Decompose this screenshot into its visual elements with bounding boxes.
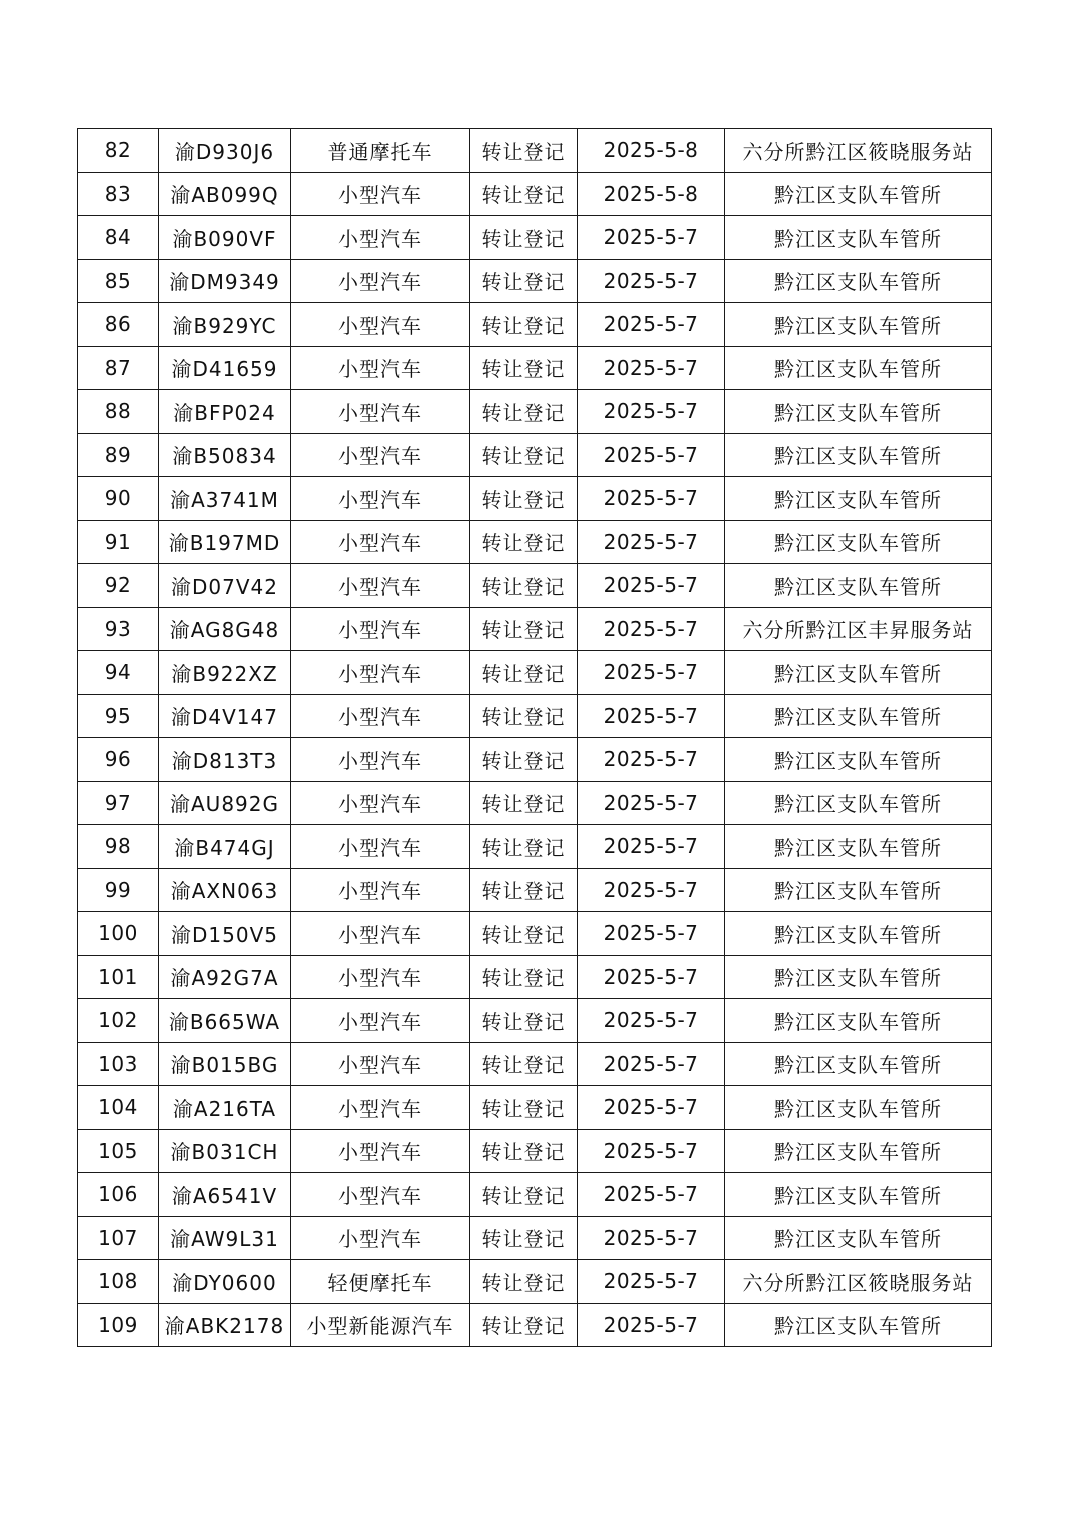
table-row xyxy=(78,433,992,477)
office-cell: 黔江区支队车管所 xyxy=(725,999,992,1043)
business-type-cell: 转让登记 xyxy=(470,999,578,1043)
row-number-cell: 103 xyxy=(78,1042,159,1086)
row-number-cell: 105 xyxy=(78,1129,159,1173)
business-type-cell: 转让登记 xyxy=(470,955,578,999)
plate-number-cell: 渝B922XZ xyxy=(159,651,291,695)
date-cell: 2025-5-7 xyxy=(578,477,725,521)
vehicle-type-cell: 小型汽车 xyxy=(291,259,470,303)
date-cell: 2025-5-8 xyxy=(578,172,725,216)
date-cell: 2025-5-7 xyxy=(578,1086,725,1130)
office-cell: 黔江区支队车管所 xyxy=(725,1303,992,1347)
table-row xyxy=(78,955,992,999)
table-row xyxy=(78,477,992,521)
date-cell: 2025-5-7 xyxy=(578,346,725,390)
table-row xyxy=(78,694,992,738)
table-row xyxy=(78,390,992,434)
vehicle-type-cell: 小型汽车 xyxy=(291,520,470,564)
row-number-cell: 94 xyxy=(78,651,159,695)
table-row xyxy=(78,259,992,303)
vehicle-type-cell: 小型汽车 xyxy=(291,172,470,216)
plate-number-cell: 渝BFP024 xyxy=(159,390,291,434)
vehicle-type-cell: 小型汽车 xyxy=(291,303,470,347)
date-cell: 2025-5-7 xyxy=(578,1042,725,1086)
date-cell: 2025-5-7 xyxy=(578,1173,725,1217)
vehicle-type-cell: 小型汽车 xyxy=(291,1173,470,1217)
row-number-cell: 93 xyxy=(78,607,159,651)
date-cell: 2025-5-7 xyxy=(578,825,725,869)
plate-number-cell: 渝B015BG xyxy=(159,1042,291,1086)
business-type-cell: 转让登记 xyxy=(470,129,578,173)
business-type-cell: 转让登记 xyxy=(470,564,578,608)
table-row xyxy=(78,1042,992,1086)
business-type-cell: 转让登记 xyxy=(470,259,578,303)
row-number-cell: 98 xyxy=(78,825,159,869)
business-type-cell: 转让登记 xyxy=(470,1303,578,1347)
office-cell: 黔江区支队车管所 xyxy=(725,303,992,347)
plate-number-cell: 渝AU892G xyxy=(159,781,291,825)
vehicle-type-cell: 小型汽车 xyxy=(291,1216,470,1260)
date-cell: 2025-5-7 xyxy=(578,259,725,303)
business-type-cell: 转让登记 xyxy=(470,1129,578,1173)
business-type-cell: 转让登记 xyxy=(470,1173,578,1217)
vehicle-type-cell: 小型汽车 xyxy=(291,1086,470,1130)
business-type-cell: 转让登记 xyxy=(470,346,578,390)
plate-number-cell: 渝D4V147 xyxy=(159,694,291,738)
plate-number-cell: 渝D07V42 xyxy=(159,564,291,608)
vehicle-type-cell: 小型汽车 xyxy=(291,955,470,999)
row-number-cell: 91 xyxy=(78,520,159,564)
row-number-cell: 90 xyxy=(78,477,159,521)
table-row xyxy=(78,912,992,956)
plate-number-cell: 渝AG8G48 xyxy=(159,607,291,651)
office-cell: 黔江区支队车管所 xyxy=(725,1216,992,1260)
vehicle-type-cell: 轻便摩托车 xyxy=(291,1260,470,1304)
date-cell: 2025-5-7 xyxy=(578,1216,725,1260)
office-cell: 黔江区支队车管所 xyxy=(725,781,992,825)
vehicle-type-cell: 小型汽车 xyxy=(291,564,470,608)
business-type-cell: 转让登记 xyxy=(470,433,578,477)
table-row xyxy=(78,1086,992,1130)
plate-number-cell: 渝A92G7A xyxy=(159,955,291,999)
plate-number-cell: 渝D813T3 xyxy=(159,738,291,782)
table-row xyxy=(78,1303,992,1347)
table-row xyxy=(78,564,992,608)
office-cell: 黔江区支队车管所 xyxy=(725,172,992,216)
plate-number-cell: 渝AW9L31 xyxy=(159,1216,291,1260)
row-number-cell: 99 xyxy=(78,868,159,912)
vehicle-type-cell: 小型汽车 xyxy=(291,433,470,477)
row-number-cell: 83 xyxy=(78,172,159,216)
office-cell: 黔江区支队车管所 xyxy=(725,346,992,390)
table-row xyxy=(78,825,992,869)
office-cell: 六分所黔江区筱晓服务站 xyxy=(725,129,992,173)
vehicle-type-cell: 小型汽车 xyxy=(291,738,470,782)
table-row xyxy=(78,999,992,1043)
registration-table xyxy=(77,128,992,1347)
date-cell: 2025-5-7 xyxy=(578,1129,725,1173)
date-cell: 2025-5-7 xyxy=(578,955,725,999)
vehicle-type-cell: 普通摩托车 xyxy=(291,129,470,173)
office-cell: 黔江区支队车管所 xyxy=(725,477,992,521)
office-cell: 黔江区支队车管所 xyxy=(725,955,992,999)
table-row xyxy=(78,607,992,651)
office-cell: 黔江区支队车管所 xyxy=(725,738,992,782)
table-row xyxy=(78,129,992,173)
table-row xyxy=(78,216,992,260)
row-number-cell: 96 xyxy=(78,738,159,782)
plate-number-cell: 渝DM9349 xyxy=(159,259,291,303)
row-number-cell: 88 xyxy=(78,390,159,434)
vehicle-type-cell: 小型汽车 xyxy=(291,477,470,521)
vehicle-type-cell: 小型新能源汽车 xyxy=(291,1303,470,1347)
row-number-cell: 100 xyxy=(78,912,159,956)
plate-number-cell: 渝AXN063 xyxy=(159,868,291,912)
row-number-cell: 107 xyxy=(78,1216,159,1260)
vehicle-type-cell: 小型汽车 xyxy=(291,607,470,651)
office-cell: 黔江区支队车管所 xyxy=(725,912,992,956)
office-cell: 黔江区支队车管所 xyxy=(725,1042,992,1086)
row-number-cell: 109 xyxy=(78,1303,159,1347)
plate-number-cell: 渝AB099Q xyxy=(159,172,291,216)
date-cell: 2025-5-7 xyxy=(578,1303,725,1347)
vehicle-type-cell: 小型汽车 xyxy=(291,912,470,956)
table-row xyxy=(78,1216,992,1260)
registration-table-body xyxy=(78,129,992,1347)
business-type-cell: 转让登记 xyxy=(470,1260,578,1304)
business-type-cell: 转让登记 xyxy=(470,216,578,260)
business-type-cell: 转让登记 xyxy=(470,912,578,956)
row-number-cell: 92 xyxy=(78,564,159,608)
row-number-cell: 87 xyxy=(78,346,159,390)
table-row xyxy=(78,781,992,825)
date-cell: 2025-5-7 xyxy=(578,738,725,782)
office-cell: 黔江区支队车管所 xyxy=(725,433,992,477)
date-cell: 2025-5-7 xyxy=(578,520,725,564)
office-cell: 黔江区支队车管所 xyxy=(725,390,992,434)
date-cell: 2025-5-7 xyxy=(578,694,725,738)
office-cell: 黔江区支队车管所 xyxy=(725,651,992,695)
business-type-cell: 转让登记 xyxy=(470,651,578,695)
date-cell: 2025-5-7 xyxy=(578,1260,725,1304)
row-number-cell: 82 xyxy=(78,129,159,173)
plate-number-cell: 渝B665WA xyxy=(159,999,291,1043)
plate-number-cell: 渝B50834 xyxy=(159,433,291,477)
table-row xyxy=(78,1260,992,1304)
row-number-cell: 86 xyxy=(78,303,159,347)
date-cell: 2025-5-7 xyxy=(578,651,725,695)
vehicle-type-cell: 小型汽车 xyxy=(291,781,470,825)
table-row xyxy=(78,1173,992,1217)
date-cell: 2025-5-7 xyxy=(578,781,725,825)
office-cell: 黔江区支队车管所 xyxy=(725,1129,992,1173)
table-row xyxy=(78,303,992,347)
office-cell: 黔江区支队车管所 xyxy=(725,564,992,608)
plate-number-cell: 渝A6541V xyxy=(159,1173,291,1217)
table-row xyxy=(78,172,992,216)
table-row xyxy=(78,346,992,390)
vehicle-type-cell: 小型汽车 xyxy=(291,1129,470,1173)
plate-number-cell: 渝B474GJ xyxy=(159,825,291,869)
table-row xyxy=(78,520,992,564)
date-cell: 2025-5-7 xyxy=(578,607,725,651)
date-cell: 2025-5-7 xyxy=(578,303,725,347)
row-number-cell: 104 xyxy=(78,1086,159,1130)
vehicle-type-cell: 小型汽车 xyxy=(291,825,470,869)
date-cell: 2025-5-7 xyxy=(578,868,725,912)
office-cell: 黔江区支队车管所 xyxy=(725,1173,992,1217)
plate-number-cell: 渝B929YC xyxy=(159,303,291,347)
office-cell: 六分所黔江区筱晓服务站 xyxy=(725,1260,992,1304)
plate-number-cell: 渝D150V5 xyxy=(159,912,291,956)
plate-number-cell: 渝B197MD xyxy=(159,520,291,564)
office-cell: 黔江区支队车管所 xyxy=(725,259,992,303)
vehicle-type-cell: 小型汽车 xyxy=(291,694,470,738)
business-type-cell: 转让登记 xyxy=(470,1086,578,1130)
office-cell: 黔江区支队车管所 xyxy=(725,825,992,869)
business-type-cell: 转让登记 xyxy=(470,1042,578,1086)
row-number-cell: 108 xyxy=(78,1260,159,1304)
office-cell: 黔江区支队车管所 xyxy=(725,694,992,738)
business-type-cell: 转让登记 xyxy=(470,172,578,216)
vehicle-type-cell: 小型汽车 xyxy=(291,651,470,695)
plate-number-cell: 渝A216TA xyxy=(159,1086,291,1130)
business-type-cell: 转让登记 xyxy=(470,520,578,564)
business-type-cell: 转让登记 xyxy=(470,303,578,347)
vehicle-type-cell: 小型汽车 xyxy=(291,216,470,260)
vehicle-type-cell: 小型汽车 xyxy=(291,390,470,434)
plate-number-cell: 渝B031CH xyxy=(159,1129,291,1173)
date-cell: 2025-5-7 xyxy=(578,912,725,956)
office-cell: 黔江区支队车管所 xyxy=(725,1086,992,1130)
plate-number-cell: 渝A3741M xyxy=(159,477,291,521)
date-cell: 2025-5-7 xyxy=(578,390,725,434)
business-type-cell: 转让登记 xyxy=(470,738,578,782)
plate-number-cell: 渝DY0600 xyxy=(159,1260,291,1304)
date-cell: 2025-5-8 xyxy=(578,129,725,173)
plate-number-cell: 渝D41659 xyxy=(159,346,291,390)
business-type-cell: 转让登记 xyxy=(470,825,578,869)
business-type-cell: 转让登记 xyxy=(470,1216,578,1260)
date-cell: 2025-5-7 xyxy=(578,433,725,477)
vehicle-type-cell: 小型汽车 xyxy=(291,868,470,912)
row-number-cell: 101 xyxy=(78,955,159,999)
vehicle-type-cell: 小型汽车 xyxy=(291,346,470,390)
office-cell: 黔江区支队车管所 xyxy=(725,520,992,564)
office-cell: 黔江区支队车管所 xyxy=(725,216,992,260)
business-type-cell: 转让登记 xyxy=(470,694,578,738)
row-number-cell: 84 xyxy=(78,216,159,260)
business-type-cell: 转让登记 xyxy=(470,868,578,912)
row-number-cell: 106 xyxy=(78,1173,159,1217)
business-type-cell: 转让登记 xyxy=(470,477,578,521)
business-type-cell: 转让登记 xyxy=(470,781,578,825)
business-type-cell: 转让登记 xyxy=(470,390,578,434)
row-number-cell: 95 xyxy=(78,694,159,738)
row-number-cell: 85 xyxy=(78,259,159,303)
business-type-cell: 转让登记 xyxy=(470,607,578,651)
date-cell: 2025-5-7 xyxy=(578,216,725,260)
table-row xyxy=(78,868,992,912)
date-cell: 2025-5-7 xyxy=(578,999,725,1043)
office-cell: 黔江区支队车管所 xyxy=(725,868,992,912)
table-row xyxy=(78,738,992,782)
office-cell: 六分所黔江区丰昇服务站 xyxy=(725,607,992,651)
vehicle-type-cell: 小型汽车 xyxy=(291,999,470,1043)
date-cell: 2025-5-7 xyxy=(578,564,725,608)
plate-number-cell: 渝ABK2178 xyxy=(159,1303,291,1347)
row-number-cell: 102 xyxy=(78,999,159,1043)
table-row xyxy=(78,1129,992,1173)
plate-number-cell: 渝B090VF xyxy=(159,216,291,260)
vehicle-type-cell: 小型汽车 xyxy=(291,1042,470,1086)
table-row xyxy=(78,651,992,695)
row-number-cell: 97 xyxy=(78,781,159,825)
row-number-cell: 89 xyxy=(78,433,159,477)
plate-number-cell: 渝D930J6 xyxy=(159,129,291,173)
